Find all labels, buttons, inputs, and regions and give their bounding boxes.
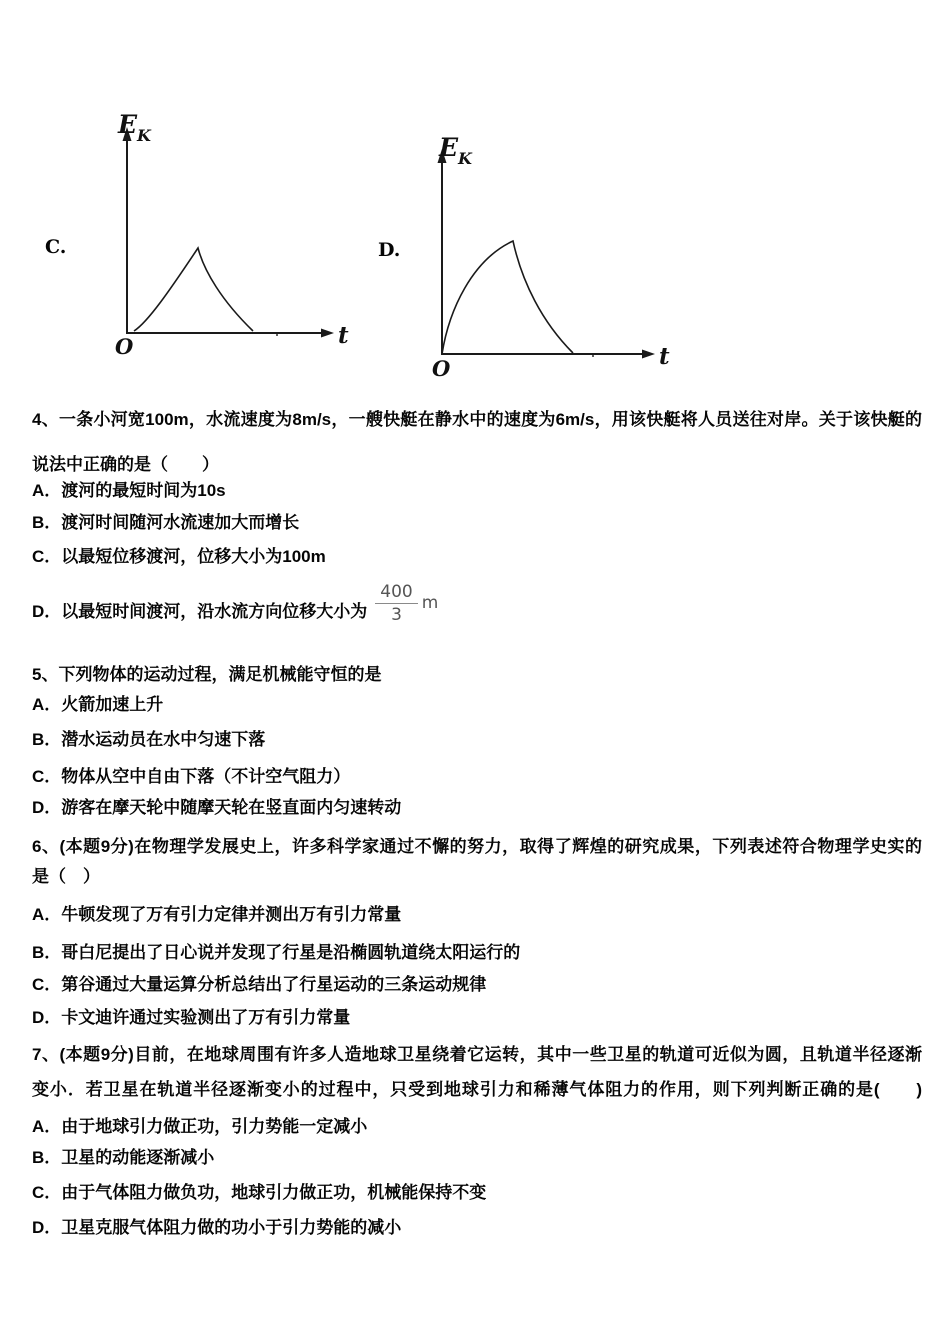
question-5-stem: 5、下列物体的运动过程，满足机械能守恒的是: [32, 665, 382, 684]
question-6-option-d: D．卡文迪许通过实验测出了万有引力常量: [32, 1008, 351, 1027]
option-d-text: D．以最短时间渡河，沿水流方向位移大小为: [32, 602, 368, 621]
fraction-denominator: 3: [391, 605, 402, 625]
y-axis-label: E: [439, 133, 459, 162]
question-4-option-c: C．以最短位移渡河，位移大小为100m: [32, 547, 326, 566]
question-6-stem-line-2: 是（ ）: [32, 867, 100, 886]
x-axis-arrow-icon: [642, 350, 655, 359]
fraction-unit: m: [421, 593, 439, 613]
question-7-option-b: B．卫星的动能逐渐减小: [32, 1148, 215, 1167]
kinetic-energy-curve: [442, 241, 573, 354]
question-7-option-d: D．卫星克服气体阻力做的功小于引力势能的减小: [32, 1218, 402, 1237]
question-4-option-a: A．渡河的最短时间为10s: [32, 481, 226, 500]
kinetic-energy-curve: [134, 248, 253, 331]
question-7-option-c: C．由于气体阻力做负功，地球引力做正功，机械能保持不变: [32, 1183, 487, 1202]
origin-label: O: [115, 334, 134, 359]
question-4-option-b: B．渡河时间随河水流速加大而增长: [32, 513, 300, 532]
origin-label: O: [432, 356, 451, 380]
question-5-option-a: A．火箭加速上升: [32, 695, 164, 714]
x-axis-label: t: [659, 343, 670, 370]
y-axis-label-subscript: K: [137, 126, 151, 145]
question-7-stem-line-2: 变小．若卫星在轨道半径逐渐变小的过程中，只受到地球引力和稀薄气体阻力的作用，则下列判断正确的是( ): [32, 1080, 922, 1099]
question-6-option-c: C．第谷通过大量运算分析总结出了行星运动的三条运动规律: [32, 975, 487, 994]
x-axis-arrow-icon: [321, 329, 334, 338]
question-7-option-a: A．由于地球引力做正功，引力势能一定减小: [32, 1117, 368, 1136]
question-4-option-d: [32, 582, 438, 625]
question-4-stem-line-2: 说法中正确的是（ ）: [32, 455, 219, 474]
question-6-option-a: A．牛顿发现了万有引力定律并测出万有引力常量: [32, 905, 402, 924]
y-axis-label: E: [118, 110, 138, 139]
question-6-option-b: B．哥白尼提出了日心说并发现了行星是沿椭圆轨道绕太阳运行的: [32, 943, 521, 962]
question-5-option-d: D．游客在摩天轮中随摩天轮在竖直面内匀速转动: [32, 798, 402, 817]
kinetic-energy-time-graph-d: [420, 120, 680, 380]
question-5-option-c: C．物体从空中自由下落（不计空气阻力）: [32, 767, 351, 786]
question-5-option-b: B．潜水运动员在水中匀速下落: [32, 730, 266, 749]
kinetic-energy-time-graph-c: [100, 100, 360, 360]
question-4-stem-line-1: 4、一条小河宽100m，水流速度为8m/s，一艘快艇在静水中的速度为6m/s，用该快艇将人员送往对岸。关于该快艇的: [32, 410, 922, 429]
fraction-numerator: 400: [375, 582, 417, 604]
y-axis-label-subscript: K: [458, 149, 472, 168]
fraction: [375, 582, 417, 625]
question-7-stem-line-1: 7、(本题9分)目前，在地球周围有许多人造地球卫星绕着它运转，其中一些卫星的轨道可近似为圆，且轨道半径逐渐: [32, 1045, 922, 1064]
question-6-stem-line-1: 6、(本题9分)在物理学发展史上，许多科学家通过不懈的努力，取得了辉煌的研究成果，下列表述符合物理学史实的: [32, 837, 922, 856]
figure-option-d-label: D.: [378, 239, 401, 261]
figure-option-c-label: C.: [45, 236, 67, 258]
x-axis-label: t: [338, 322, 349, 349]
